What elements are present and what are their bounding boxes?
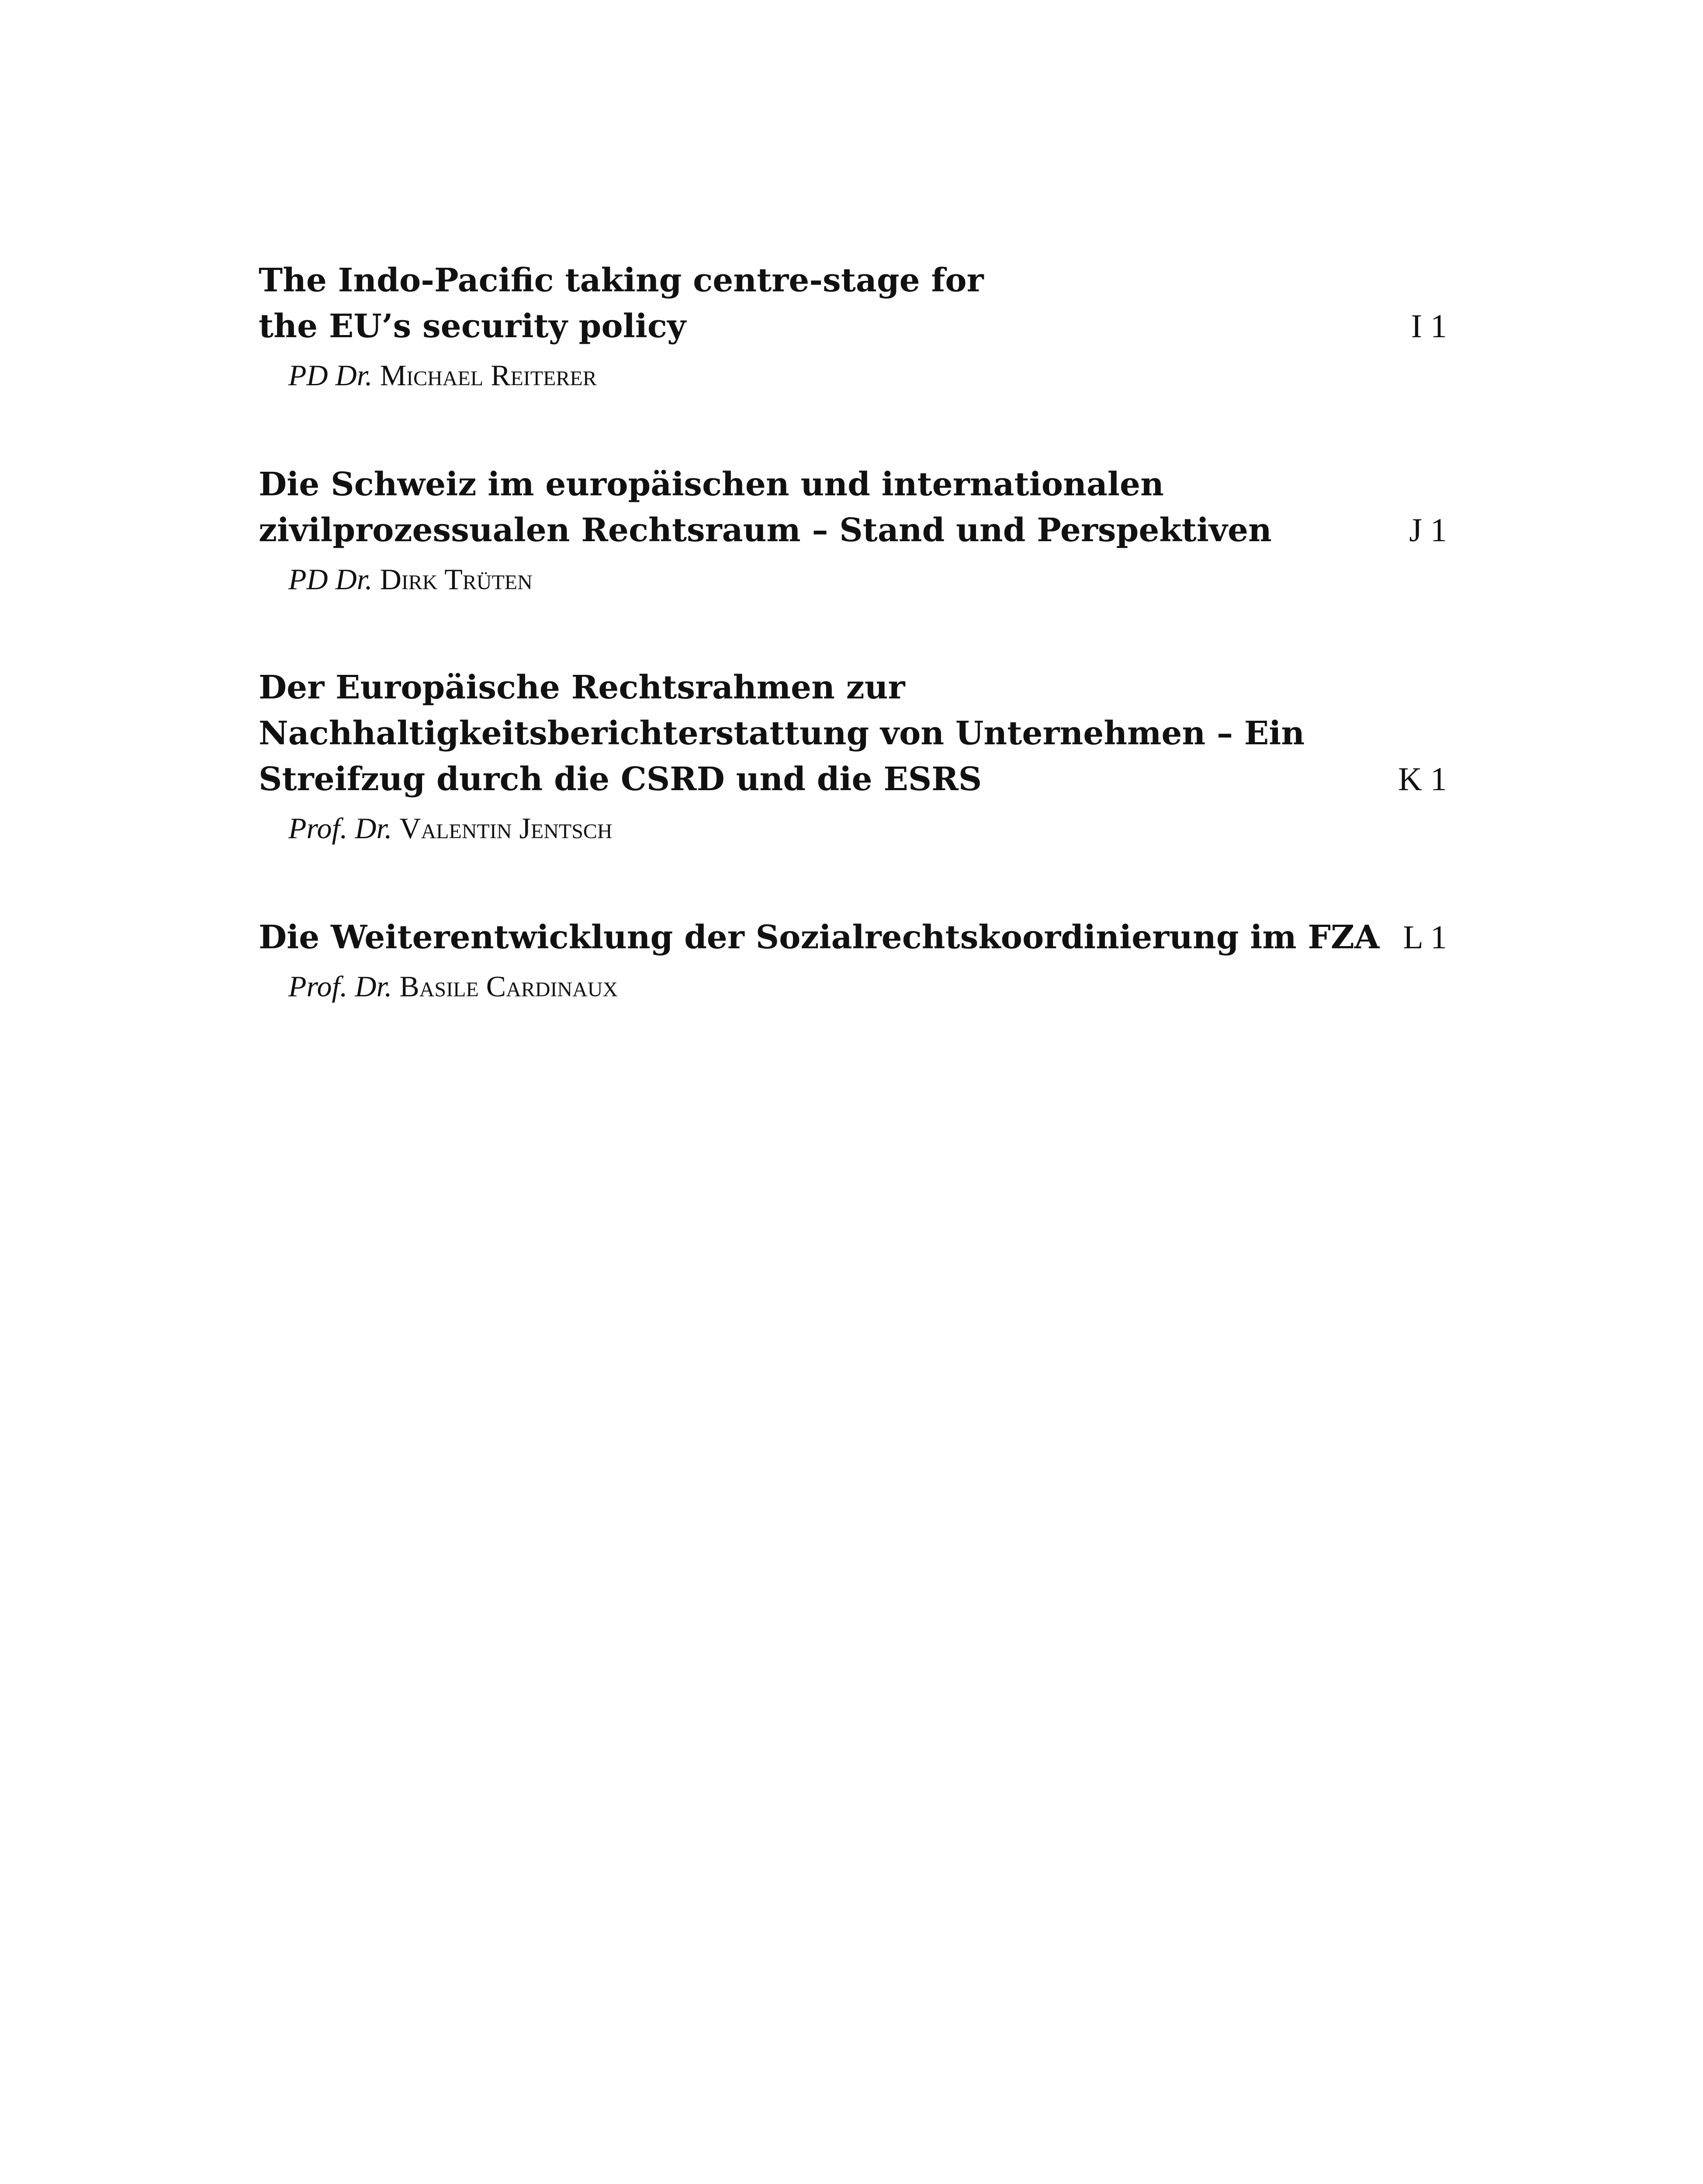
- author-title: PD Dr.: [288, 359, 373, 392]
- entry-title-line: Die Schweiz im europäischen und internationalen: [259, 466, 1164, 503]
- toc-entry: [259, 258, 1447, 395]
- author-title: Prof. Dr.: [288, 812, 392, 845]
- author-name: Michael Reiterer: [380, 359, 597, 392]
- entry-section-ref: I 1: [1411, 308, 1447, 345]
- entry-section-ref: L 1: [1403, 919, 1447, 956]
- entry-author: [288, 967, 1447, 1006]
- entry-author: [288, 809, 1447, 848]
- author-name: Valentin Jentsch: [399, 812, 613, 845]
- entry-title-line: Der Europäische Rechtsrahmen zur: [259, 669, 905, 706]
- entry-title-line: the EU’s security policy: [259, 308, 686, 345]
- toc-entry: [259, 462, 1447, 599]
- entry-title-line: Die Weiterentwicklung der Sozialrechtskoordinierung im FZA: [259, 919, 1380, 956]
- entry-title-line: Streifzug durch die CSRD und die ESRS: [259, 760, 982, 798]
- entry-author: [288, 560, 1447, 599]
- entry-title: [259, 462, 1360, 553]
- entry-section-ref: J 1: [1409, 512, 1447, 549]
- entry-title: [259, 915, 1380, 961]
- author-name: Dirk Trüten: [380, 563, 533, 596]
- toc-entry: [259, 915, 1447, 1006]
- entry-author: [288, 356, 1447, 395]
- entry-title-line: Nachhaltigkeitsberichterstattung von Unternehmen – Ein: [259, 715, 1305, 752]
- entry-title: [259, 258, 1360, 349]
- entry-section-ref: K 1: [1398, 761, 1447, 798]
- author-title: PD Dr.: [288, 563, 373, 596]
- author-title: Prof. Dr.: [288, 970, 392, 1003]
- entry-title-line: zivilprozessualen Rechtsraum – Stand und Perspektiven: [259, 511, 1272, 549]
- entry-title-line: The Indo-Pacific taking centre-stage for: [259, 262, 984, 299]
- toc-entry: [259, 665, 1447, 848]
- entry-title: [259, 665, 1360, 802]
- author-name: Basile Cardinaux: [399, 970, 618, 1003]
